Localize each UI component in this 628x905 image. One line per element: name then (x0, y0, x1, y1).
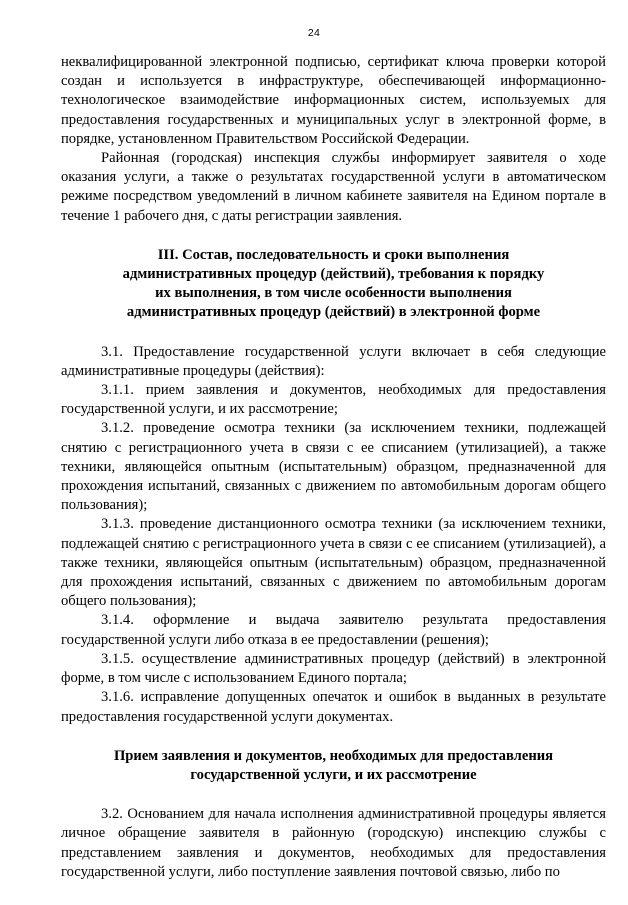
section-heading-line: административных процедур (действий) в электронной форме (126, 304, 541, 321)
page-number: 24 (307, 27, 321, 39)
page-content (61, 53, 606, 882)
subsection-heading (61, 747, 606, 785)
paragraph-notification: Районная (городская) инспекция службы информирует заявителя о ходе оказания услуги, а также о результатах государственной услуги в автоматическом режиме посредством уведомлений в личном кабинете заявителя на Едином портале в течение 1 рабочего дня, с даты регистрации заявления. (61, 150, 606, 224)
item-3-1: 3.1. Предоставление государственной услуги включает в себя следующие административные процедуры (действия): (61, 343, 606, 379)
section-heading-line: административных процедур (действий), требования к порядку (122, 266, 545, 283)
subsection-heading-line: государственной услуги, и их рассмотрение (190, 766, 477, 783)
section-heading-line: III. Состав, последовательность и сроки выполнения (157, 246, 510, 263)
section-heading-line: их выполнения, в том числе особенности выполнения (155, 285, 512, 302)
item-3-1-6: 3.1.6. исправление допущенных опечаток и ошибок в выданных в результате предоставления государственной услуги документах. (61, 689, 606, 725)
paragraph-continuation: неквалифицированной электронной подписью, сертификат ключа проверки которой создан и используется в инфраструктуре, обеспечивающей информационно-технологическое взаимодействие информационных систем, используемых для предоставления государственных и муниципальных услуг в электронной форме, в порядке, установленном Правительством Российской Федерации. (61, 54, 606, 147)
item-3-1-2: 3.1.2. проведение осмотра техники (за исключением техники, подлежащей снятию с регистрационного учета в связи с ее списанием (утилизацией), а также техники, являющейся опытным (испытательным) образцом, предназначенной для прохождения испытаний, связанных с движением по автомобильным дорогам общего пользования); (61, 420, 606, 514)
item-3-1-4: 3.1.4. оформление и выдача заявителю результата предоставления государственной услуги либо отказа в ее предоставлении (решения); (61, 612, 606, 648)
section-heading (61, 246, 606, 323)
item-3-1-5: 3.1.5. осуществление административных процедур (действий) в электронной форме, в том числе с использованием Единого портала; (61, 650, 606, 687)
item-3-1-1: 3.1.1. прием заявления и документов, необходимых для предоставления государственной услуги, и их рассмотрение; (61, 382, 606, 418)
subsection-heading-line: Прием заявления и документов, необходимых для предоставления (113, 747, 554, 764)
item-3-1-3: 3.1.3. проведение дистанционного осмотра техники (за исключением техники, подлежащей снятию с регистрационного учета в связи с ее списанием (утилизацией), а также техники, являющейся опытным (испытательным) образцом, предназначенной для прохождения испытаний, связанных с движением по автомобильным дорогам общего пользования); (61, 516, 606, 610)
item-3-2: 3.2. Основанием для начала исполнения административной процедуры является личное обращение заявителя в районную (городскую) инспекцию службы с представлением заявления и документов, необходимых для предоставления государственной услуги, либо поступление заявления почтовой связью, либо по (61, 806, 606, 880)
